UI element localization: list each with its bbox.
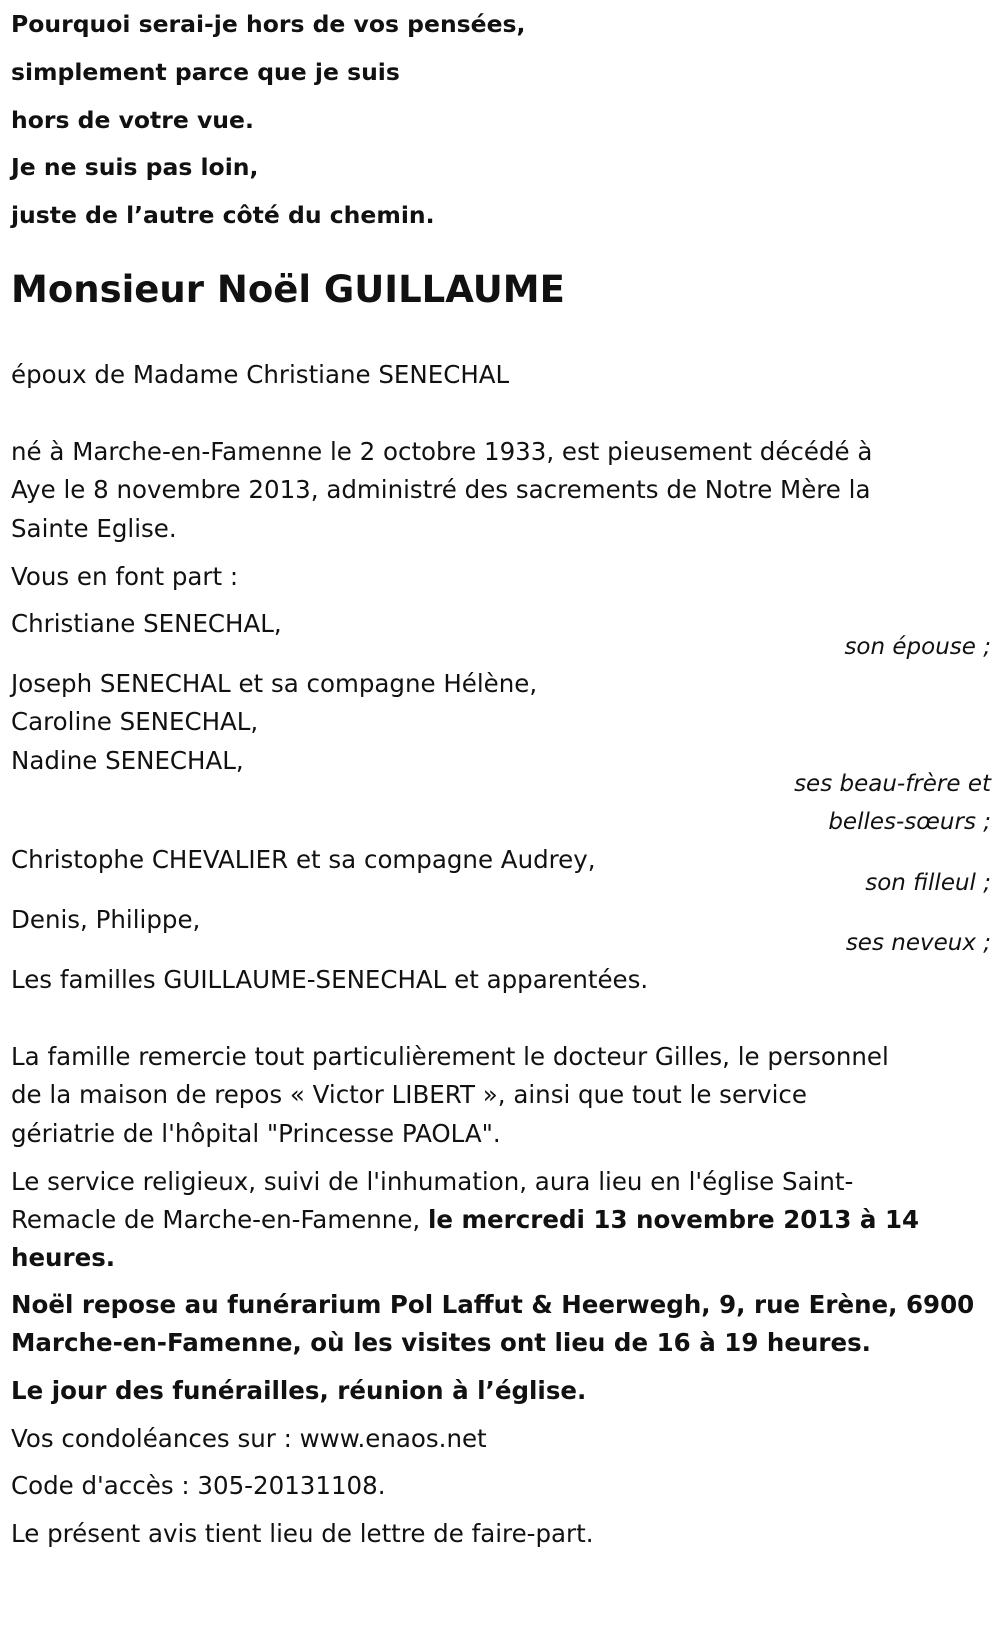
deceased-name: Monsieur Noël GUILLAUME: [11, 268, 565, 311]
role-in-laws-1: ses beau-frère et: [794, 771, 991, 797]
bio-line-1: né à Marche-en-Famenne le 2 octobre 1933, est pieusement décédé à: [11, 437, 873, 466]
thanks-line-3: gériatrie de l'hôpital "Princesse PAOLA".: [11, 1119, 501, 1148]
poem-line-5: juste de l’autre côté du chemin.: [11, 201, 435, 229]
service-line-1: Le service religieux, suivi de l'inhumation, aura lieu en l'église Saint-: [11, 1167, 854, 1196]
closing-line: Le présent avis tient lieu de lettre de faire-part.: [11, 1519, 594, 1548]
spouse-line: époux de Madame Christiane SENECHAL: [11, 360, 510, 389]
access-code-line: Code d'accès : 305-20131108.: [11, 1471, 386, 1500]
role-godson: son filleul ;: [865, 870, 991, 896]
announcer-godson: Christophe CHEVALIER et sa compagne Audrey,: [11, 845, 596, 874]
service-place: Remacle de Marche-en-Famenne,: [11, 1205, 428, 1234]
bio-line-3: Sainte Eglise.: [11, 514, 177, 543]
announcer-in-law-3: Nadine SENECHAL,: [11, 746, 244, 775]
poem-line-4: Je ne suis pas loin,: [11, 153, 259, 181]
service-line-3: heures.: [11, 1243, 116, 1272]
families-line: Les familles GUILLAUME-SENECHAL et apparentées.: [11, 965, 649, 994]
service-line-2: [11, 1205, 919, 1234]
rest-line-2: Marche-en-Famenne, où les visites ont lieu de 16 à 19 heures.: [11, 1328, 871, 1357]
role-nephews: ses neveux ;: [845, 930, 991, 956]
condolences-line: Vos condoléances sur : www.enaos.net: [11, 1424, 487, 1453]
announcer-in-law-2: Caroline SENECHAL,: [11, 707, 259, 736]
bio-line-2: Aye le 8 novembre 2013, administré des sacrements de Notre Mère la: [11, 475, 871, 504]
service-date: le mercredi 13 novembre 2013 à 14: [427, 1205, 920, 1234]
role-in-laws-2: belles-sœurs ;: [828, 809, 991, 835]
announcers-intro: Vous en font part :: [11, 562, 239, 591]
thanks-line-2: de la maison de repos « Victor LIBERT », ainsi que tout le service: [11, 1080, 807, 1109]
poem-line-3: hors de votre vue.: [11, 106, 254, 134]
announcer-in-law-1: Joseph SENECHAL et sa compagne Hélène,: [11, 669, 538, 698]
funeral-day-line: Le jour des funérailles, réunion à l’église.: [11, 1376, 587, 1405]
rest-line-1: Noël repose au funérarium Pol Laffut & Heerwegh, 9, rue Erène, 6900: [11, 1290, 975, 1319]
thanks-line-1: La famille remercie tout particulièrement le docteur Gilles, le personnel: [11, 1042, 889, 1071]
announcer-spouse: Christiane SENECHAL,: [11, 609, 282, 638]
announcer-nephews: Denis, Philippe,: [11, 905, 201, 934]
poem-line-1: Pourquoi serai-je hors de vos pensées,: [11, 10, 526, 38]
poem-line-2: simplement parce que je suis: [11, 58, 400, 86]
role-spouse: son épouse ;: [844, 634, 991, 660]
